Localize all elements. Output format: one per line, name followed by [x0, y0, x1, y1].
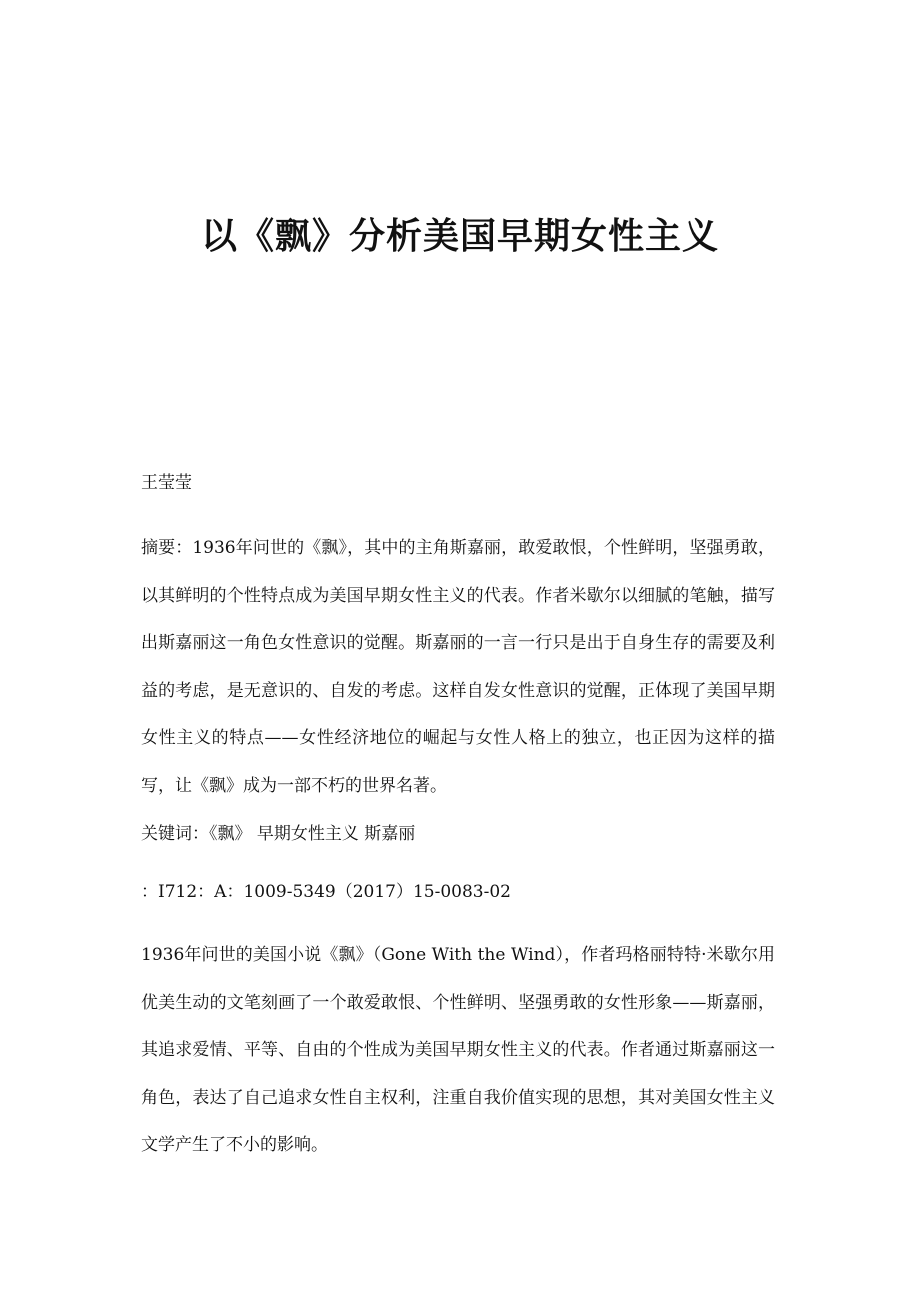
- classification-line: ：I712：A：1009-5349（2017）15-0083-02: [141, 882, 511, 902]
- intro-paragraph: 1936年问世的美国小说《飘》（Gone With the Wind），作者玛格丽特特·米歇尔用优美生动的文笔刻画了一个敢爱敢恨、个性鲜明、坚强勇敢的女性形象——斯嘉丽，其追求爱情、平等、自由的个性成为美国早期女性主义的代表。作者通过斯嘉丽这一角色，表达了自己追求女性自主权利，注重自我价值实现的思想，其对美国女性主义文学产生了不小的影响。: [141, 945, 775, 1155]
- abstract-paragraph: 摘要：1936年问世的《飘》，其中的主角斯嘉丽，敢爱敢恨，个性鲜明，坚强勇敢，以其鲜明的个性特点成为美国早期女性主义的代表。作者米歇尔以细腻的笔触，描写出斯嘉丽这一角色女性意识的觉醒。斯嘉丽的一言一行只是出于自身生存的需要及利益的考虑，是无意识的、自发的考虑。这样自发女性意识的觉醒，正体现了美国早期女性主义的特点——女性经济地位的崛起与女性人格上的独立，也正因为这样的描写，让《飘》成为一部不朽的世界名著。: [141, 538, 775, 796]
- keywords-line: 关键词：《飘》 早期女性主义 斯嘉丽: [141, 824, 416, 844]
- page-title: 以《飘》分析美国早期女性主义: [200, 215, 719, 257]
- author-name: 王莹莹: [141, 473, 192, 493]
